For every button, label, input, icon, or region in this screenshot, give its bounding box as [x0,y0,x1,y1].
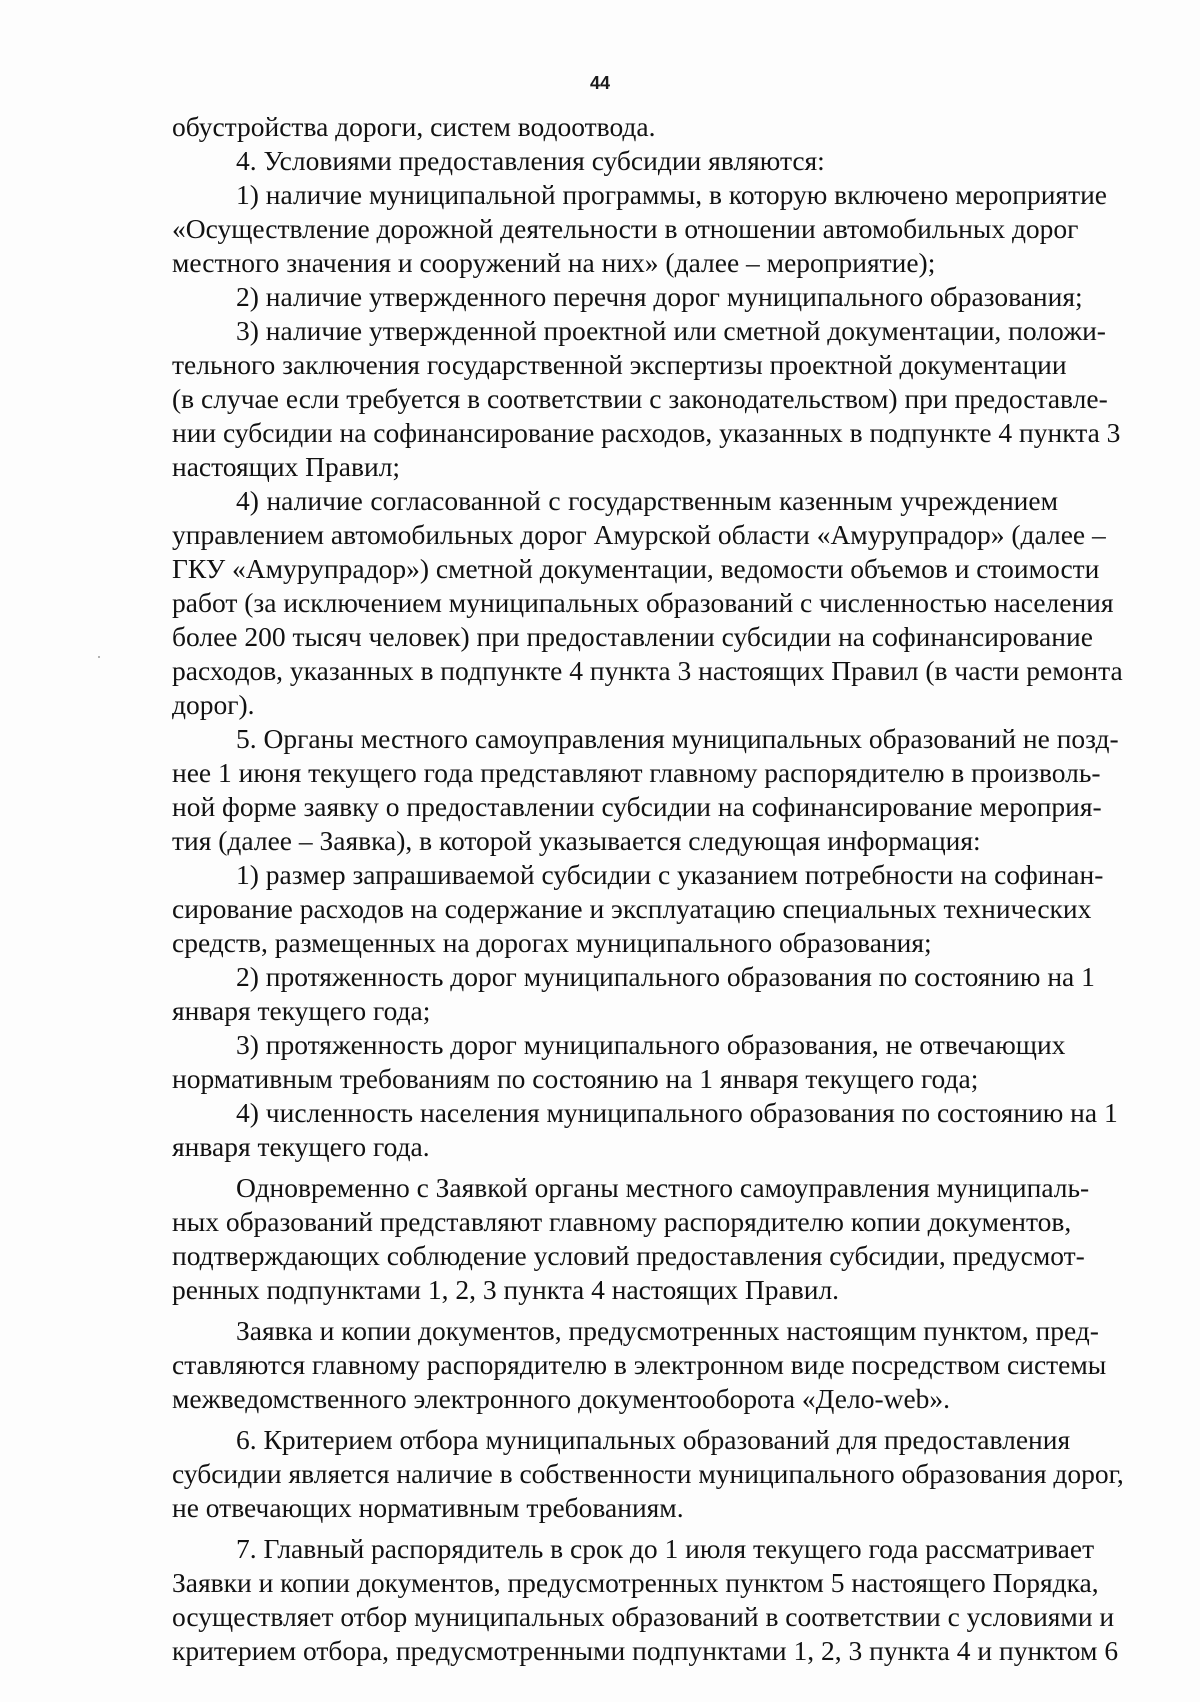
scan-speck [98,656,100,658]
text-line: Заявка и копии документов, предусмотренных настоящим пунктом, пред- [236,1315,1099,1346]
text-line: осуществляет отбор муниципальных образований в соответствии с условиями и [172,1601,1115,1632]
text-line: не отвечающих нормативным требованиям. [172,1492,684,1523]
text-line: тия (далее – Заявка), в которой указывается следующая информация: [172,825,981,856]
text-line: более 200 тысяч человек) при предоставлении субсидии на софинансирование [172,621,1093,652]
text-line: 1) наличие муниципальной программы, в которую включено мероприятие [236,179,1108,210]
text-line: января текущего года; [172,995,431,1026]
text-line: 4) наличие согласованной с государственным казенным учреждением [236,485,1058,516]
text-line: работ (за исключением муниципальных образований с численностью населения [172,587,1114,618]
text-line: нее 1 июня текущего года представляют главному распорядителю в произволь- [172,757,1101,788]
text-line: обустройства дороги, систем водоотвода. [172,111,656,142]
text-line: ной форме заявку о предоставлении субсидии на софинансирование мероприя- [172,791,1102,822]
text-line: ставляются главному распорядителю в электронном виде посредством системы [172,1349,1107,1380]
text-line: 2) протяженность дорог муниципального образования по состоянию на 1 [236,961,1095,992]
text-line: 2) наличие утвержденного перечня дорог муниципального образования; [236,281,1083,312]
text-line: Одновременно с Заявкой органы местного самоуправления муниципаль- [236,1172,1090,1203]
body-text [172,110,1124,1668]
text-line: нии субсидии на софинансирование расходов, указанных в подпункте 4 пункта 3 [172,417,1121,448]
text-line: января текущего года. [172,1131,430,1162]
text-line: 4. Условиями предоставления субсидии являются: [236,145,825,176]
text-line: ренных подпунктами 1, 2, 3 пункта 4 настоящих Правил. [172,1274,840,1305]
text-line: средств, размещенных на дорогах муниципального образования; [172,927,932,958]
text-line: ГКУ «Амурупрадор») сметной документации, ведомости объемов и стоимости [172,553,1100,584]
text-line: расходов, указанных в подпункте 4 пункта 3 настоящих Правил (в части ремонта [172,655,1123,686]
text-line: «Осуществление дорожной деятельности в отношении автомобильных дорог [172,213,1079,244]
text-line: 4) численность населения муниципального образования по состоянию на 1 [236,1097,1118,1128]
text-line: (в случае если требуется в соответствии с законодательством) при предоставле- [172,383,1108,414]
text-line: подтверждающих соблюдение условий предоставления субсидии, предусмот- [172,1240,1085,1271]
text-line: местного значения и сооружений на них» (далее – мероприятие); [172,247,936,278]
text-line: субсидии является наличие в собственности муниципального образования дорог, [172,1458,1124,1489]
text-line: нормативным требованиям по состоянию на 1 января текущего года; [172,1063,979,1094]
text-line: 6. Критерием отбора муниципальных образований для предоставления [236,1424,1071,1455]
text-line: межведомственного электронного документооборота «Дело-web». [172,1383,951,1414]
text-line: сирование расходов на содержание и эксплуатацию специальных технических [172,893,1092,924]
text-line: управлением автомобильных дорог Амурской области «Амурупрадор» (далее – [172,519,1106,550]
text-line: ных образований представляют главному распорядителю копии документов, [172,1206,1072,1237]
text-line: 3) наличие утвержденной проектной или сметной документации, положи- [236,315,1106,346]
text-line: 5. Органы местного самоуправления муниципальных образований не позд- [236,723,1119,754]
text-line: Заявки и копии документов, предусмотренных пунктом 5 настоящего Порядка, [172,1567,1099,1598]
text-line: 3) протяженность дорог муниципального образования, не отвечающих [236,1029,1066,1060]
text-line: дорог). [172,689,255,720]
text-line: критерием отбора, предусмотренными подпунктами 1, 2, 3 пункта 4 и пунктом 6 [172,1635,1119,1666]
text-line: тельного заключения государственной экспертизы проектной документации [172,349,1067,380]
text-line: настоящих Правил; [172,451,401,482]
text-line: 7. Главный распорядитель в срок до 1 июля текущего года рассматривает [236,1533,1095,1564]
text-line: 1) размер запрашиваемой субсидии с указанием потребности на софинан- [236,859,1104,890]
page-number: 44 [589,73,611,93]
